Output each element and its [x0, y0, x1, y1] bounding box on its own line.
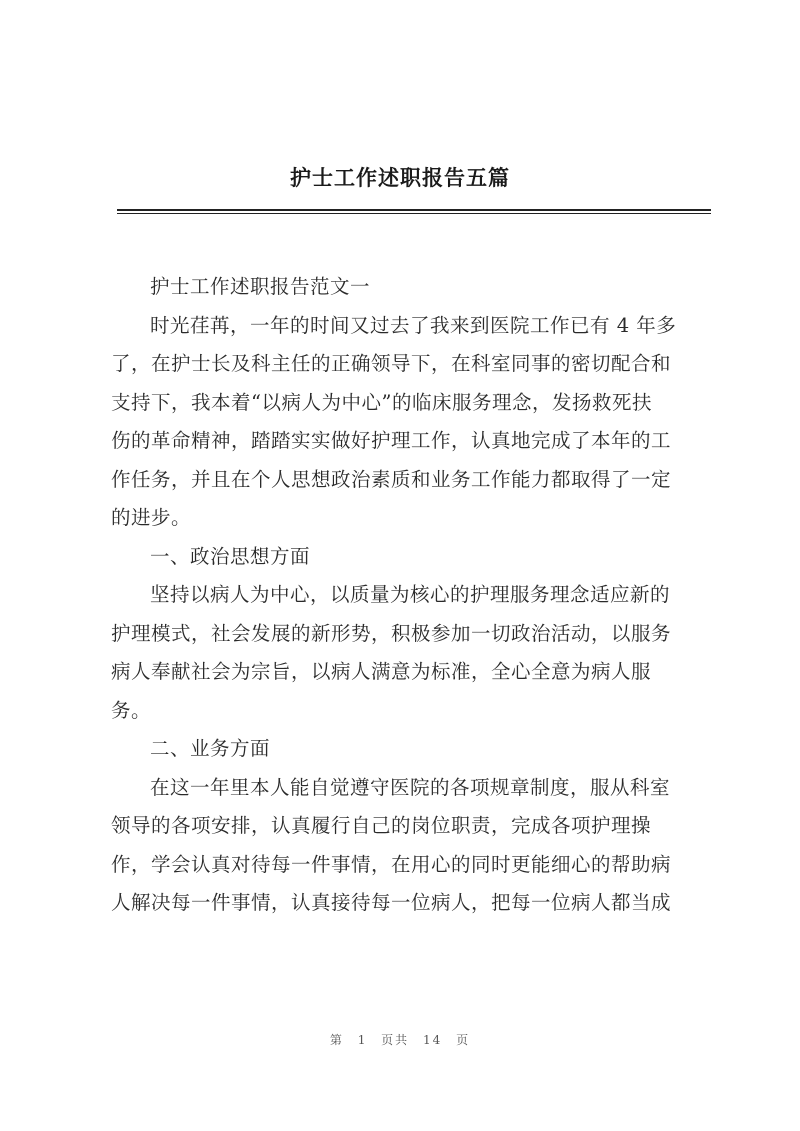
paragraph-line: 病人奉献社会为宗旨，以病人满意为标准，全心全意为病人服	[111, 660, 652, 683]
paragraph-line: 在这一年里本人能自觉遵守医院的各项规章制度，服从科室	[150, 775, 671, 799]
paragraph-line: 伤的革命精神，踏踏实实做好护理工作，认真地完成了本年的工	[111, 429, 672, 452]
paragraph-line: 作任务，并且在个人思想政治素质和业务工作能力都取得了一定	[111, 467, 672, 491]
page-number-footer: 第 1 页共 14 页	[329, 1033, 471, 1047]
paragraph-line: 人解决每一件事情，认真接待每一位病人，把每一位病人都当成	[111, 891, 672, 914]
paragraph-line: 支持下，我本着“以病人为中心”的临床服务理念，发扬救死扶	[111, 390, 652, 414]
section-heading: 二、业务方面	[150, 737, 271, 760]
paragraph-line: 的进步。	[111, 506, 192, 529]
section-heading: 一、政治思想方面	[150, 544, 311, 568]
paragraph-line: 了，在护士长及科主任的正确领导下，在科室同事的密切配合和	[111, 352, 672, 375]
section-heading: 护士工作述职报告范文一	[150, 275, 371, 298]
paragraph-line: 领导的各项安排，认真履行自己的岗位职责，完成各项护理操	[111, 814, 652, 837]
document-body	[111, 268, 711, 923]
document-title: 护士工作述职报告五篇	[290, 165, 510, 190]
title-rule-thick	[117, 209, 711, 211]
paragraph-line: 作，学会认真对待每一件事情，在用心的同时更能细心的帮助病	[111, 852, 672, 876]
paragraph-line: 时光荏苒，一年的时间又过去了我来到医院工作已有 4 年多	[150, 313, 677, 337]
paragraph-line: 护理模式，社会发展的新形势，积极参加一切政治活动，以服务	[111, 621, 672, 645]
paragraph-line: 坚持以病人为中心，以质量为核心的护理服务理念适应新的	[150, 583, 671, 606]
paragraph-line: 务。	[111, 698, 152, 722]
title-rule-thin	[117, 213, 711, 214]
